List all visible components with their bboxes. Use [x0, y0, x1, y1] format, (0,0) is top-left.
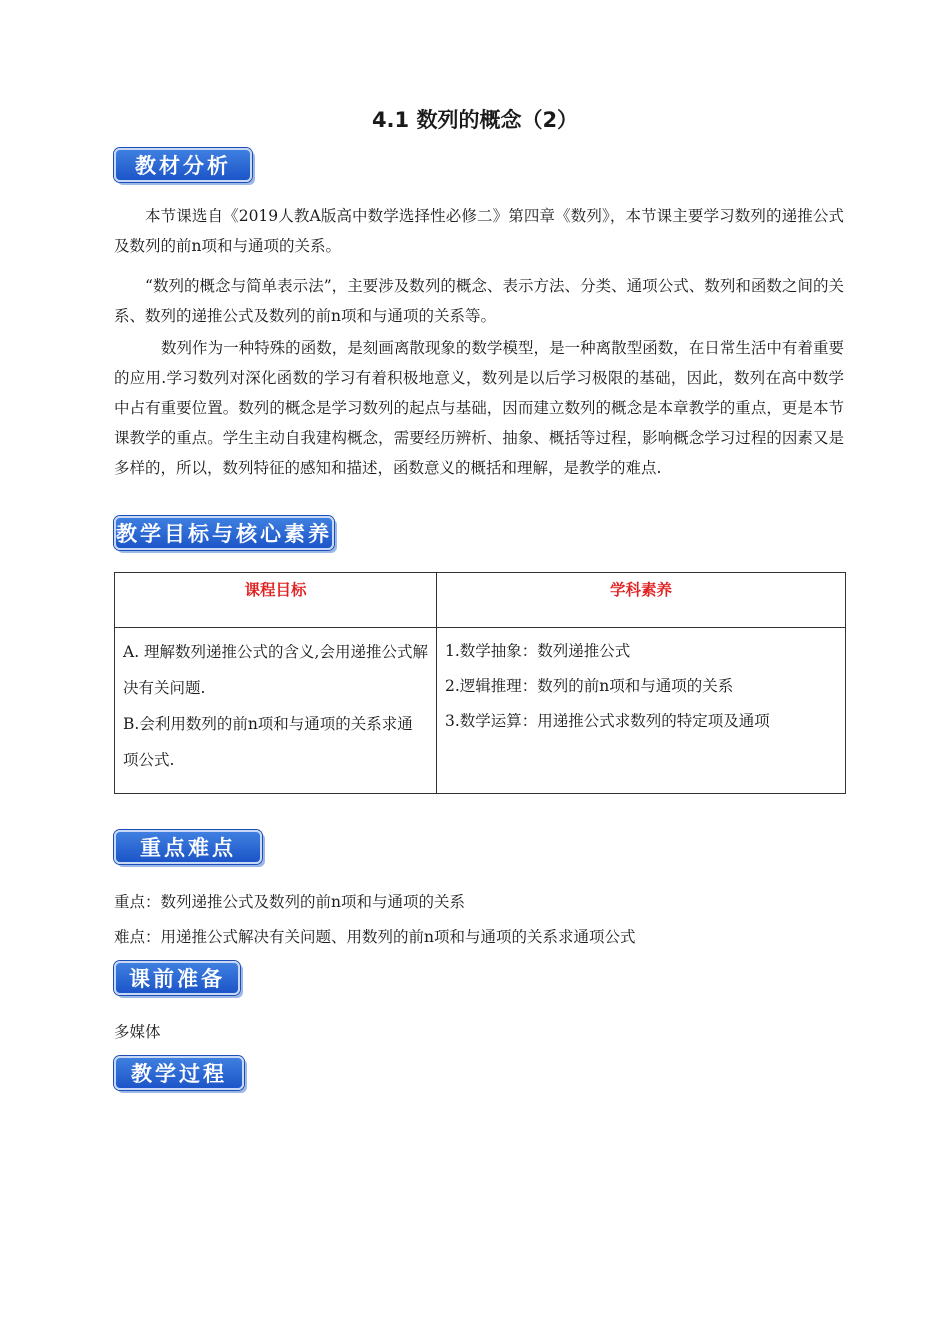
section-badge-key-points: 重点难点 — [114, 830, 262, 864]
key-point-text: 重点：数列递推公式及数列的前n项和与通项的关系 — [114, 893, 465, 911]
preparation-text: 多媒体 — [114, 1023, 161, 1041]
difficulty-text: 难点：用递推公式解决有关问题、用数列的前n项和与通项的关系求通项公式 — [114, 928, 636, 946]
section-badge-objectives: 教学目标与核心素养 — [114, 516, 334, 550]
objectives-table — [114, 572, 846, 794]
goal-item: A. 理解数列递推公式的含义,会用递推公式解决有关问题. — [123, 643, 428, 697]
goal-item: B.会利用数列的前n项和与通项的关系求通项公式. — [123, 715, 413, 769]
analysis-paragraph-1: 本节课选自《2019人教A版高中数学选择性必修二》第四章《数列》，本节课主要学习数列的递推公式及数列的前n项和与通项的关系。 — [114, 207, 844, 255]
analysis-paragraph-3: 数列作为一种特殊的函数，是刻画离散现象的数学模型，是一种离散型函数，在日常生活中有着重要的应用.学习数列对深化函数的学习有着积极地意义，数列是以后学习极限的基础，因此，数列在高中数学中占有重要位置。数列的概念是学习数列的起点与基础，因而建立数列的概念是本章教学的重点，更是本节课教学的重点。学生主动自我建构概念，需要经历辨析、抽象、概括等过程，影响概念学习过程的因素又是多样的，所以，数列特征的感知和描述，函数意义的概括和理解，是教学的难点. — [114, 339, 844, 477]
table-header-goals: 课程目标 — [115, 573, 437, 628]
literacy-cell — [437, 628, 846, 794]
table-row — [115, 628, 846, 794]
literacy-item: 3.数学运算：用递推公式求数列的特定项及通项 — [445, 712, 770, 730]
section-badge-process: 教学过程 — [114, 1056, 244, 1090]
table-header-row — [115, 573, 846, 628]
analysis-paragraph-2: “数列的概念与简单表示法”，主要涉及数列的概念、表示方法、分类、通项公式、数列和函数之间的关系、数列的递推公式及数列的前n项和与通项的关系等。 — [114, 277, 844, 325]
section-badge-preparation: 课前准备 — [114, 961, 240, 995]
goals-cell — [115, 628, 437, 794]
section-badge-analysis: 教材分析 — [114, 148, 252, 182]
table-header-literacy: 学科素养 — [437, 573, 846, 628]
literacy-item: 2.逻辑推理：数列的前n项和与通项的关系 — [445, 677, 734, 695]
page-title: 4.1 数列的概念（2） — [371, 108, 579, 132]
literacy-item: 1.数学抽象：数列递推公式 — [445, 642, 631, 660]
